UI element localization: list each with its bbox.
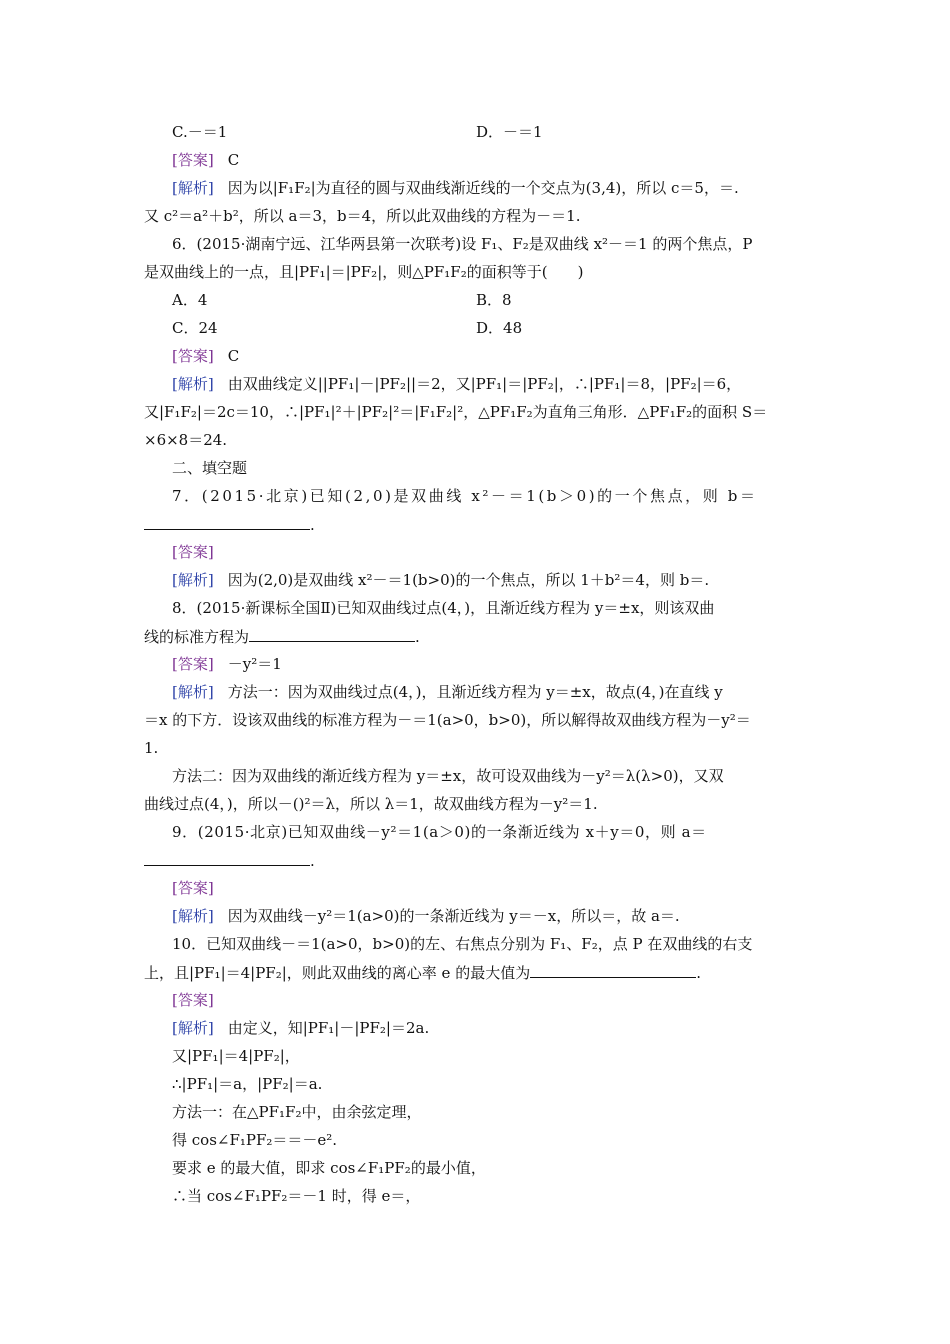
q6-option-b: B．8: [476, 291, 512, 309]
answer-value: C: [227, 151, 240, 169]
q10-step-5: 得 cos∠F₁PF₂＝＝－e².: [172, 1131, 338, 1149]
analysis-text: 因为双曲线－y²＝1(a>0)的一条渐近线为 y＝－x，所以＝，故 a＝.: [227, 907, 680, 925]
q8-analysis-line-3: 1.: [144, 739, 159, 757]
q8-analysis-line-5: 曲线过点(4，)，所以－()²＝λ，所以 λ＝1，故双曲线方程为－y²＝1.: [144, 795, 598, 813]
analysis-text: 因为以|F₁F₂|为直径的圆与双曲线渐近线的一个交点为(3,4)，所以 c＝5，＝.: [227, 179, 739, 197]
analysis-tag: [解析]: [172, 683, 214, 701]
answer-tag: [答案]: [172, 655, 214, 673]
q10-analysis-line-1: [172, 1018, 810, 1038]
analysis-tag: [解析]: [172, 1019, 214, 1037]
q9-stem-line-1: 9．(2015·北京)已知双曲线－y²＝1(a＞0)的一条渐近线为 x＋y＝0，则 a＝: [172, 823, 707, 841]
q6-analysis-line-3: ×6×8＝24.: [144, 431, 228, 449]
q5-analysis-line-1: [172, 178, 810, 198]
period: .: [696, 964, 701, 982]
answer-tag: [答案]: [172, 151, 214, 169]
q10-stem-text: 上，且|PF₁|＝4|PF₂|，则此双曲线的离心率 e 的最大值为: [144, 964, 531, 982]
q10-stem-line-2: [144, 962, 810, 983]
q9-answer: [172, 878, 810, 898]
answer-value: －y²＝1: [227, 655, 282, 673]
answer-value: C: [227, 347, 240, 365]
answer-tag: [答案]: [172, 543, 214, 561]
q5-analysis-line-2: 又 c²＝a²＋b²，所以 a＝3，b＝4，所以此双曲线的方程为－＝1.: [144, 207, 581, 225]
answer-tag: [答案]: [172, 879, 214, 897]
q10-step-7: ∴当 cos∠F₁PF₂＝－1 时，得 e＝，: [172, 1187, 421, 1205]
q5-options-row: [172, 122, 810, 142]
q10-answer: [172, 990, 810, 1010]
q10-step-3: ∴|PF₁|＝a，|PF₂|＝a.: [172, 1075, 323, 1093]
analysis-tag: [解析]: [172, 907, 214, 925]
q8-analysis-line-1: [172, 682, 810, 702]
q8-stem-line-1: 8．(2015·新课标全国Ⅱ)已知双曲线过点(4，)，且渐近线方程为 y＝±x，则该双曲: [172, 599, 715, 617]
section-heading: 二、填空题: [172, 459, 248, 477]
q6-options-row-2: [172, 318, 810, 338]
q9-answer-blank[interactable]: [144, 850, 310, 866]
q10-answer-blank[interactable]: [530, 962, 696, 978]
q6-analysis-line-2: 又|F₁F₂|＝2c＝10，∴|PF₁|²＋|PF₂|²＝|F₁F₂|²，△PF₁F₂为直角三角形．△PF₁F₂的面积 S＝: [144, 403, 768, 421]
q5-answer: [172, 150, 810, 170]
analysis-text: 由定义，知|PF₁|－|PF₂|＝2a.: [227, 1019, 430, 1037]
q6-options-row-1: [172, 290, 810, 310]
q5-option-c: C.－＝1: [172, 123, 228, 141]
q7-analysis-line-1: [172, 570, 810, 590]
q6-stem-line-2: 是双曲线上的一点，且|PF₁|＝|PF₂|，则△PF₁F₂的面积等于( ): [144, 263, 584, 281]
analysis-text: 因为(2,0)是双曲线 x²－＝1(b>0)的一个焦点，所以 1＋b²＝4，则 b＝.: [227, 571, 710, 589]
q8-stem-text: 线的标准方程为: [144, 628, 250, 646]
q10-stem-line-1: 10．已知双曲线－＝1(a>0，b>0)的左、右焦点分别为 F₁、F₂，点 P 在双曲线的右支: [172, 935, 753, 953]
q7-stem-line-2: [144, 514, 810, 535]
period: .: [415, 628, 420, 646]
period: .: [310, 852, 315, 870]
analysis-text: 方法一：因为双曲线过点(4，)，且渐近线方程为 y＝±x，故点(4，)在直线 y: [227, 683, 723, 701]
q6-option-a: A．4: [172, 291, 208, 309]
q10-step-6: 要求 e 的最大值，即求 cos∠F₁PF₂的最小值，: [172, 1159, 486, 1177]
q6-stem-line-1: 6．(2015·湖南宁远、江华两县第一次联考)设 F₁、F₂是双曲线 x²－＝1 的两个焦点，P: [172, 235, 753, 253]
q9-stem-line-2: [144, 850, 810, 871]
q10-step-4: 方法一：在△PF₁F₂中，由余弦定理，: [172, 1103, 422, 1121]
answer-tag: [答案]: [172, 991, 214, 1009]
q10-step-2: 又|PF₁|＝4|PF₂|，: [172, 1047, 300, 1065]
period: .: [310, 516, 315, 534]
q5-option-d: D．－＝1: [476, 123, 543, 141]
q6-option-d: D．48: [476, 319, 523, 337]
q6-answer: [172, 346, 810, 366]
q6-analysis-line-1: [172, 374, 810, 394]
q8-analysis-line-4: 方法二：因为双曲线的渐近线方程为 y＝±x，故可设双曲线为－y²＝λ(λ>0)，又双: [172, 767, 724, 785]
q8-answer: [172, 654, 810, 674]
q9-analysis-line-1: [172, 906, 810, 926]
q8-answer-blank[interactable]: [249, 626, 415, 642]
q7-stem-line-1: 7．(2015·北京)已知(2,0)是双曲线 x²－＝1(b＞0)的一个焦点，则 b＝: [172, 487, 758, 505]
analysis-tag: [解析]: [172, 375, 214, 393]
q8-stem-line-2: [144, 626, 810, 647]
analysis-tag: [解析]: [172, 179, 214, 197]
q6-option-c: C．24: [172, 319, 218, 337]
q7-answer-blank[interactable]: [144, 514, 310, 530]
q8-analysis-line-2: ＝x 的下方．设该双曲线的标准方程为－＝1(a>0，b>0)，所以解得故双曲线方程为－y²＝: [144, 711, 751, 729]
q7-answer: [172, 542, 810, 562]
analysis-tag: [解析]: [172, 571, 214, 589]
analysis-text: 由双曲线定义||PF₁|－|PF₂||＝2，又|PF₁|＝|PF₂|，∴|PF₁|＝8，|PF₂|＝6，: [227, 375, 742, 393]
answer-tag: [答案]: [172, 347, 214, 365]
